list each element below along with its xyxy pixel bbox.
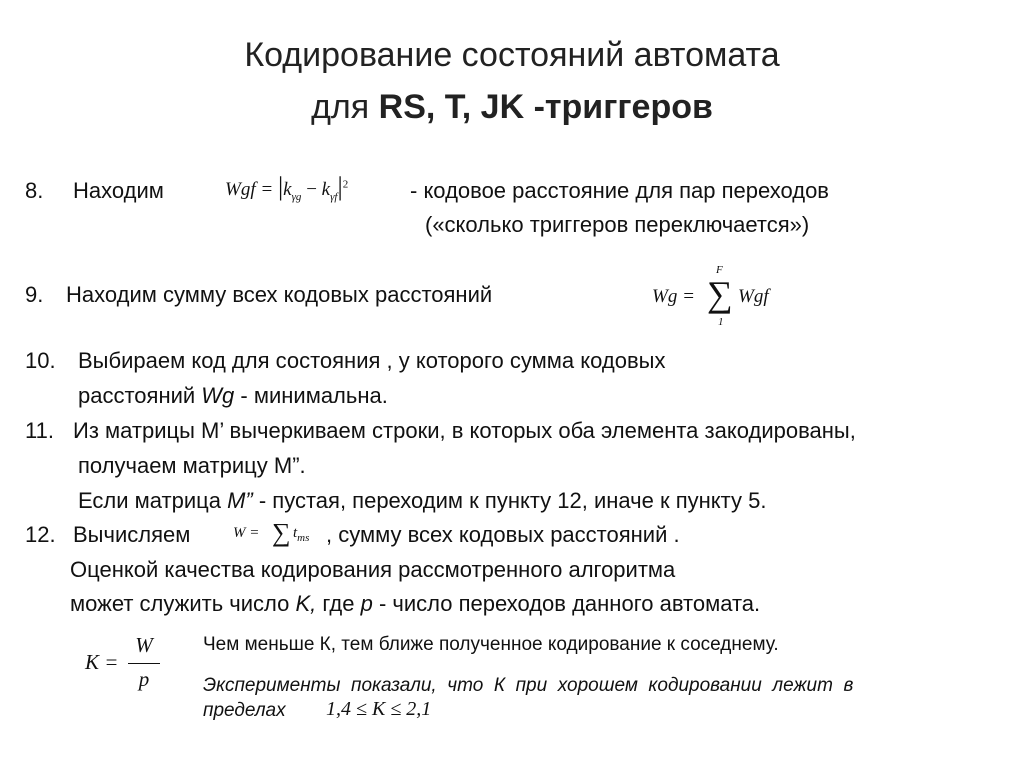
note-experiments-line1: Эксперименты показали, что К при хорошем кодировании лежит в	[203, 675, 854, 696]
item-12-number: 12.	[25, 522, 56, 547]
item-12-text3-post: - число переходов данного автомата.	[372, 591, 761, 616]
item-10-text2	[78, 383, 388, 409]
item-12-text3-mid: где	[316, 591, 361, 616]
formula-wgf-lhs: Wgf =	[225, 179, 274, 200]
item-11-number: 11.	[25, 418, 54, 443]
formula-minus: −	[306, 179, 317, 200]
formula-wg-rhs: Wgf	[738, 286, 769, 307]
item-12-text3-pre: может служить число	[70, 591, 296, 616]
item-11-text3-pre: Если матрица	[78, 488, 228, 513]
formula-t	[293, 525, 309, 544]
formula-t-sub: ms	[297, 532, 310, 544]
formula-w-lhs: W =	[233, 525, 260, 541]
item-11-text3-var: M”	[227, 488, 253, 513]
item-12-text3-k: K,	[295, 591, 317, 616]
slide-title-line2	[0, 88, 1024, 127]
item-11-text3-post: - пустая, переходим к пункту 12, иначе к пункту 5.	[252, 488, 767, 513]
formula-power: 2	[342, 178, 349, 191]
item-9-text: Находим сумму всех кодовых расстояний	[66, 282, 493, 307]
item-8-text: Находим	[73, 178, 164, 203]
formula-t-var: t	[293, 525, 298, 541]
item-11-text2: получаем матрицу M”.	[78, 453, 306, 478]
formula-k-denominator: p	[138, 667, 150, 691]
item-12-text2: Оценкой качества кодирования рассмотренного алгоритма	[70, 557, 676, 582]
item-9-number: 9.	[25, 282, 44, 307]
sum-upper-limit: F	[716, 264, 723, 276]
slide-title-line1: Кодирование состояний автомата	[244, 36, 780, 74]
formula-k-lhs: K =	[85, 650, 119, 674]
range-formula: 1,4 ≤ K ≤ 2,1	[326, 698, 432, 720]
formula-wg-lhs: Wg =	[652, 286, 695, 307]
title-prefix: для	[311, 88, 379, 126]
item-8-desc2: («сколько триггеров переключается»)	[425, 212, 810, 237]
formula-k2-sub: γf	[330, 190, 338, 203]
item-10-text2-post: - минимальна.	[234, 383, 388, 408]
item-10-text: Выбираем код для состояния , у которого сумма кодовых	[78, 348, 666, 373]
title-bold: RS, T, JK -триггеров	[378, 88, 713, 126]
sum-small-icon: ∑	[272, 518, 291, 547]
note-experiments-line2: пределах	[203, 700, 286, 721]
formula-k-numerator: W	[135, 633, 153, 657]
abs-bar-right: |	[337, 172, 343, 201]
item-11-text3	[78, 488, 766, 514]
item-8-number: 8.	[25, 178, 44, 203]
item-12-text3	[70, 591, 760, 617]
formula-k2: k	[321, 179, 331, 200]
note-closer-coding: Чем меньше К, тем ближе полученное кодирование к соседнему.	[203, 634, 779, 655]
item-10-text2-pre: расстояний	[78, 383, 202, 408]
abs-bar-left: |	[277, 172, 284, 201]
item-12-text: Вычисляем	[73, 522, 191, 547]
sum-lower-limit: 1	[718, 316, 724, 328]
formula-k1-sub: γg	[291, 190, 302, 203]
item-11-text: Из матрицы M’ вычеркиваем строки, в которых оба элемента закодированы,	[73, 418, 856, 443]
item-12-text-after: , сумму всех кодовых расстояний .	[326, 522, 680, 547]
item-10-text2-var: Wg	[201, 383, 235, 408]
formula-k1: k	[283, 179, 292, 200]
formula-wgf	[225, 172, 348, 203]
sum-icon: ∑	[707, 274, 733, 314]
fraction-bar	[128, 663, 160, 664]
item-12-text3-p: p	[360, 591, 373, 616]
item-10-number: 10.	[25, 348, 56, 373]
item-8-desc: - кодовое расстояние для пар переходов	[410, 178, 829, 203]
